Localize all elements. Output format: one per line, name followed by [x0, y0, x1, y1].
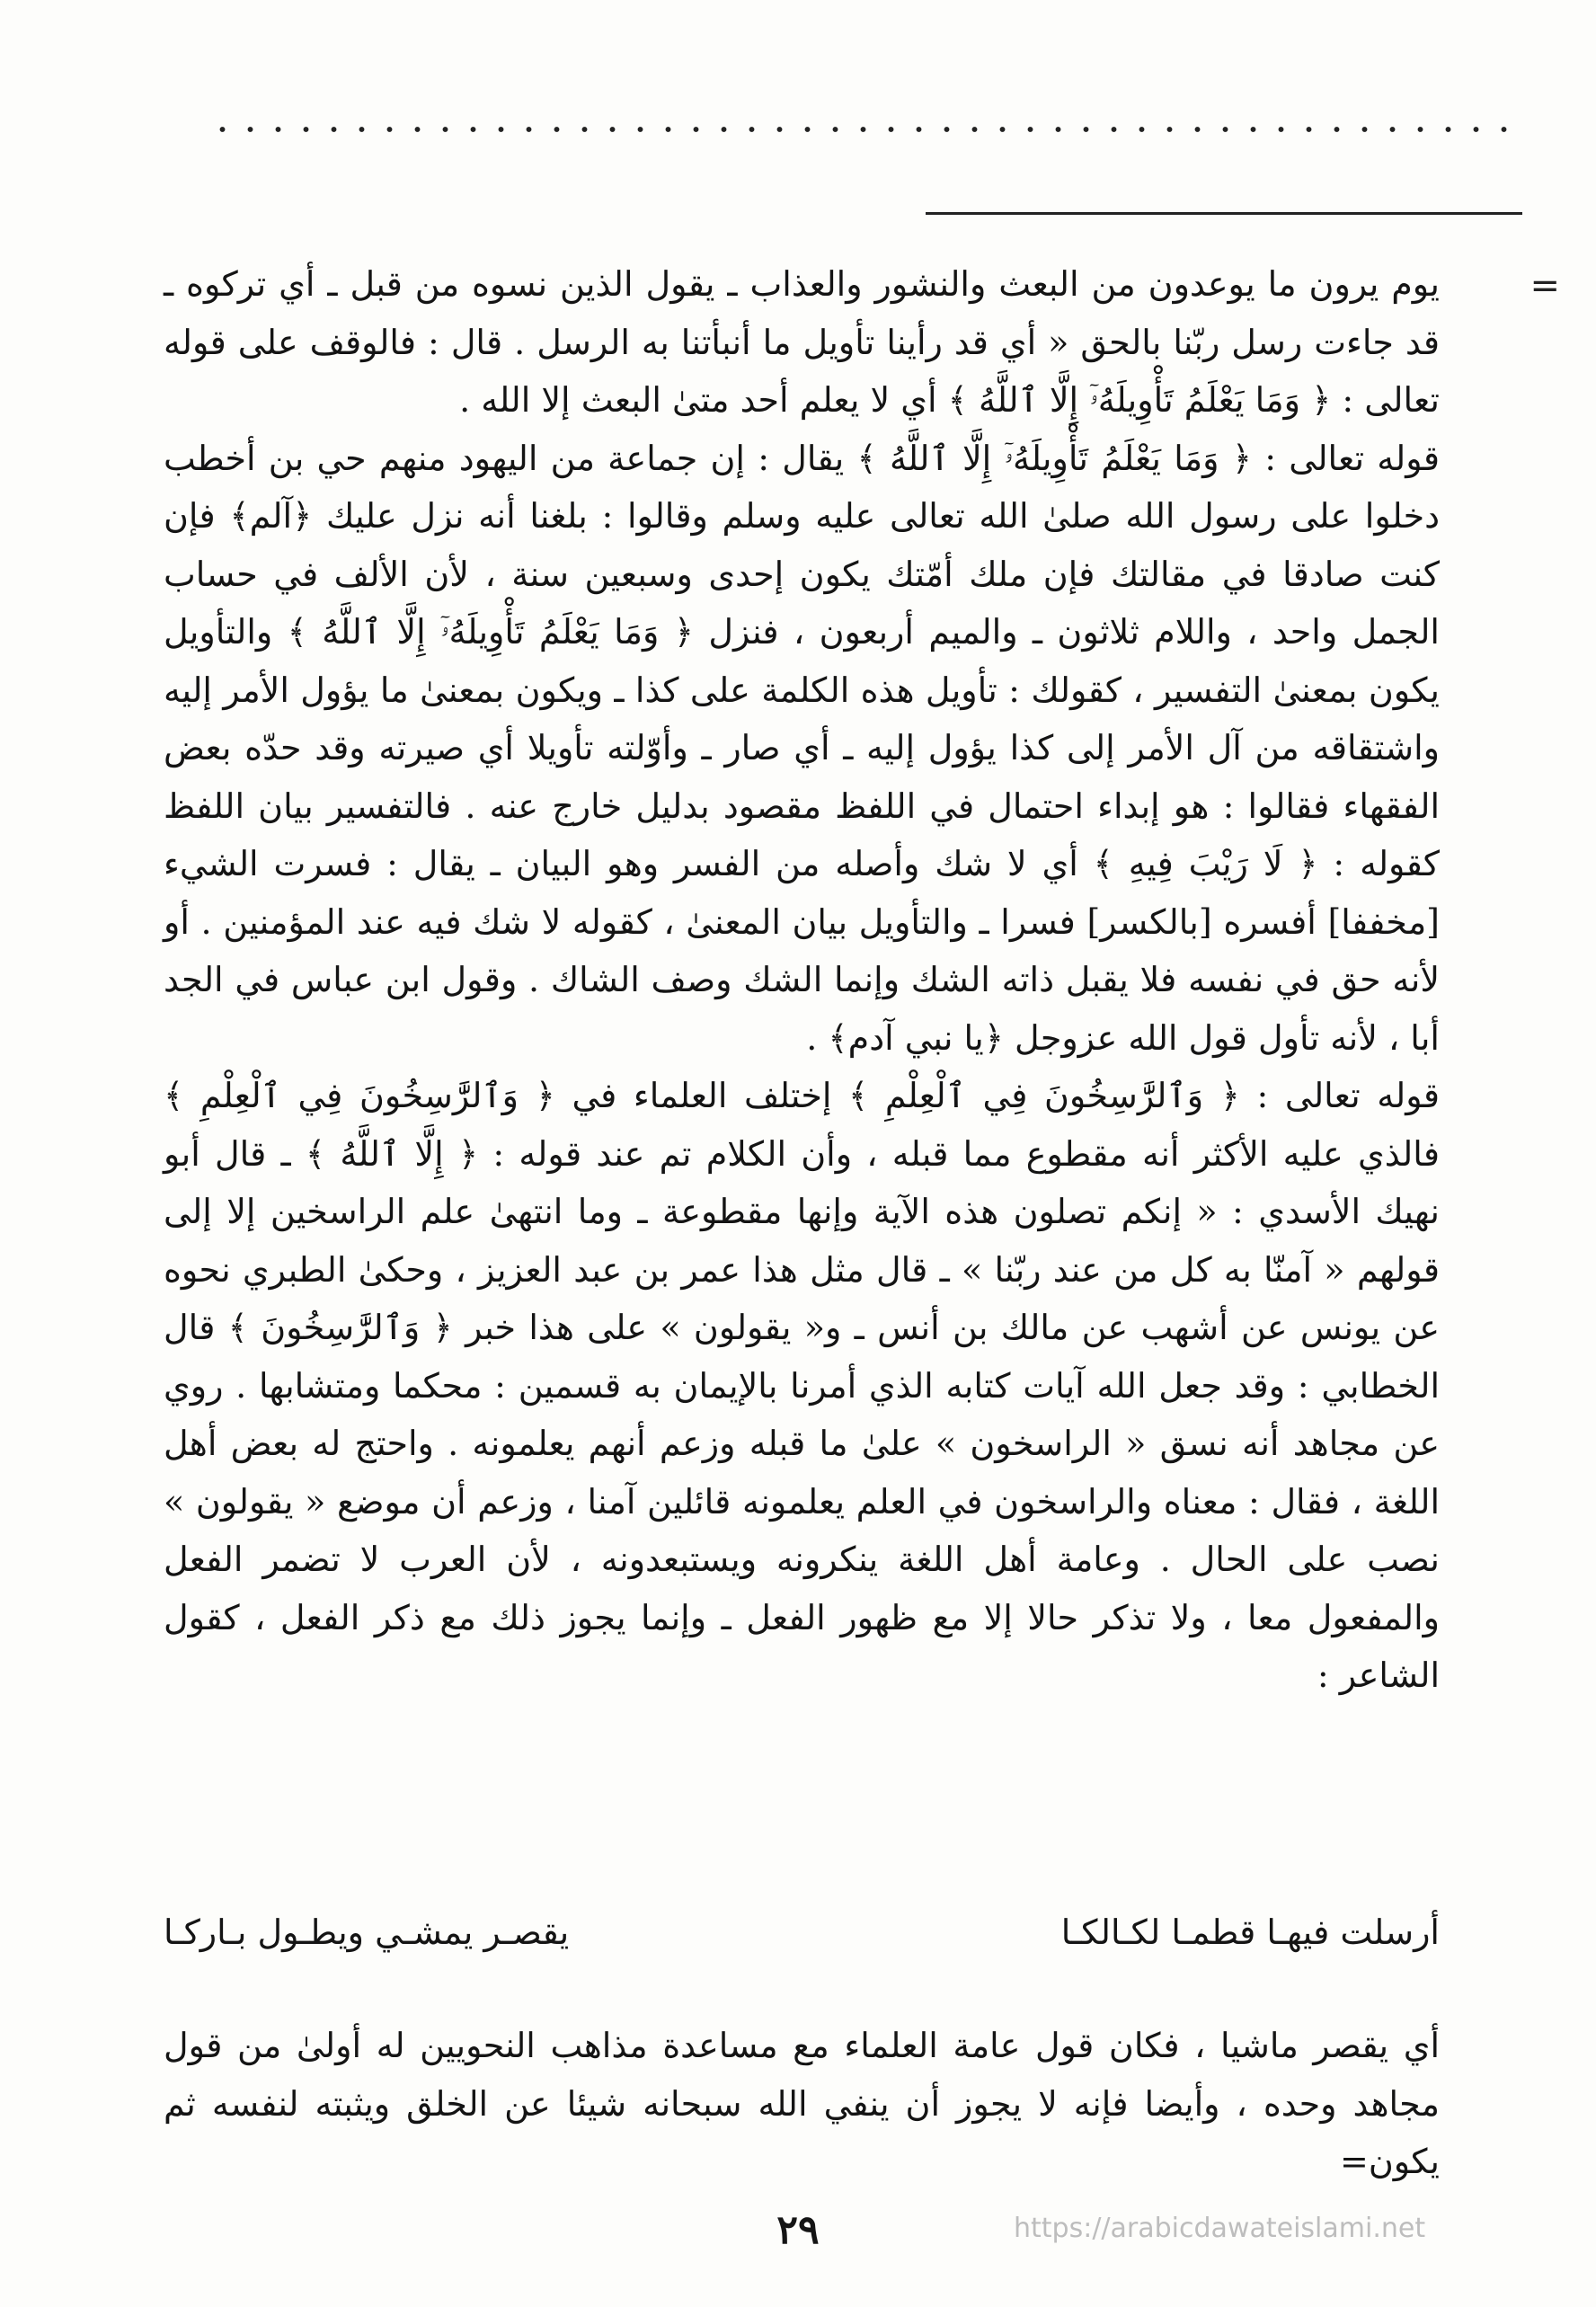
- page-number: ٢٩: [776, 2207, 820, 2253]
- paragraph: يوم يرون ما يوعدون من البعث والنشور والعذاب ـ يقول الذين نسوه من قبل ـ أي تركوه ـ قد جاءت رسل ربّنا بالحق « أي قد رأينا تأويل ما أنبأتنا به الرسل . قال : فالوقف على قوله تعالى : ﴿ وَمَا يَعْلَمُ تَأْوِيلَهُۥٓ إِلَّا ٱللَّهُ ﴾ أي لا يعلم أحد متىٰ البعث إلا الله .: [164, 264, 1440, 420]
- continuation-marker: =: [1530, 265, 1560, 306]
- paragraph: أي يقصر ماشيا ، فكان قول عامة العلماء مع مساعدة مذاهب النحويين له أولىٰ من قول مجاهد وحده ، وأيضا فإنه لا يجوز أن ينفي الله سبحانه شيئا عن الخلق ويثبته لنفسه ثم يكون=: [164, 2026, 1440, 2181]
- paragraph: قوله تعالى : ﴿ وَمَا يَعْلَمُ تَأْوِيلَهُۥٓ إِلَّا ٱللَّهُ ﴾ يقال : إن جماعة من اليهود منهم حي بن أخطب دخلوا على رسول الله صلىٰ الله تعالى عليه وسلم وقالوا : بلغنا أنه نزل عليك ﴿آلم﴾ فإن كنت صادقا في مقالتك فإن ملك أمّتك يكون إحدى وسبعين سنة ، لأن الألف في حساب الجمل واحد ، واللام ثلاثون ـ والميم أربعون ، فنزل ﴿ وَمَا يَعْلَمُ تَأْوِيلَهُۥٓ إِلَّا ٱللَّهُ ﴾ والتأويل يكون بمعنىٰ التفسير ، كقولك : تأويل هذه الكلمة على كذا ـ ويكون بمعنىٰ ما يؤول الأمر إليه واشتقاقه من آل الأمر إلى كذا يؤول إليه ـ أي صار ـ وأوّلته تأويلا أي صيرته وقد حدّه بعض الفقهاء فقالوا : هو إبداء احتمال في اللفظ مقصود بدليل خارج عنه . فالتفسير بيان اللفظ كقوله : ﴿ لَا رَيْبَ فِيهِ ﴾ أي لا شك وأصله من الفسر وهو البيان ـ يقال : فسرت الشيء [مخففا] أفسره [بالكسر] فسرا ـ والتأويل بيان المعنىٰ ، كقوله لا شك فيه عند المؤمنين . أو لأنه حق في نفسه فلا يقبل ذاته الشك وإنما الشك وصف الشاك . وقول ابن عباس في الجد أبا ، لأنه تأول قول الله عزوجل ﴿يا نبي آدم﴾ .: [164, 438, 1440, 1058]
- closing-text: [164, 2017, 1440, 2191]
- body-text: [164, 255, 1440, 1705]
- verse-first-hemistich: أرسلت فيهـا قطمـا لكـالكـا: [1060, 1912, 1440, 1952]
- watermark-url: https://arabicdawateislami.net: [1014, 2213, 1426, 2244]
- dotted-separator: [208, 126, 1521, 133]
- poetry-verse: [164, 1903, 1440, 1961]
- footnote-rule: [926, 212, 1522, 215]
- paragraph: قوله تعالى : ﴿ وَٱلرَّٰسِخُونَ فِي ٱلْعِلْمِ ﴾ إختلف العلماء في ﴿ وَٱلرَّٰسِخُونَ فِي ٱلْعِلْمِ ﴾ فالذي عليه الأكثر أنه مقطوع مما قبله ، وأن الكلام تم عند قوله : ﴿ إِلَّا ٱللَّهُ ﴾ ـ قال أبو نهيك الأسدي : « إنكم تصلون هذه الآية وإنها مقطوعة ـ وما انتهىٰ علم الراسخين إلا إلى قولهم « آمنّا به كل من عند ربّنا » ـ قال مثل هذا عمر بن عبد العزيز ، وحكىٰ الطبري نحوه عن يونس عن أشهب عن مالك بن أنس ـ و« يقولون » على هذا خبر ﴿ وَٱلرَّٰسِخُونَ ﴾ قال الخطابي : وقد جعل الله آيات كتابه الذي أمرنا بالإيمان به قسمين : محكما ومتشابها . روي عن مجاهد أنه نسق « الراسخون » علىٰ ما قبله وزعم أنهم يعلمونه . واحتج له بعض أهل اللغة ، فقال : معناه والراسخون في العلم يعلمونه قائلين آمنا ، وزعم أن موضع « يقولون » نصب على الحال . وعامة أهل اللغة ينكرونه ويستبعدونه ، لأن العرب لا تضمر الفعل والمفعول معا ، ولا تذكر حالا إلا مع ظهور الفعل ـ وإنما يجوز ذلك مع ذكر الفعل ، كقول الشاعر :: [164, 1076, 1440, 1695]
- verse-second-hemistich: يقصـر يمشـي ويطـول بـاركـا: [164, 1912, 570, 1952]
